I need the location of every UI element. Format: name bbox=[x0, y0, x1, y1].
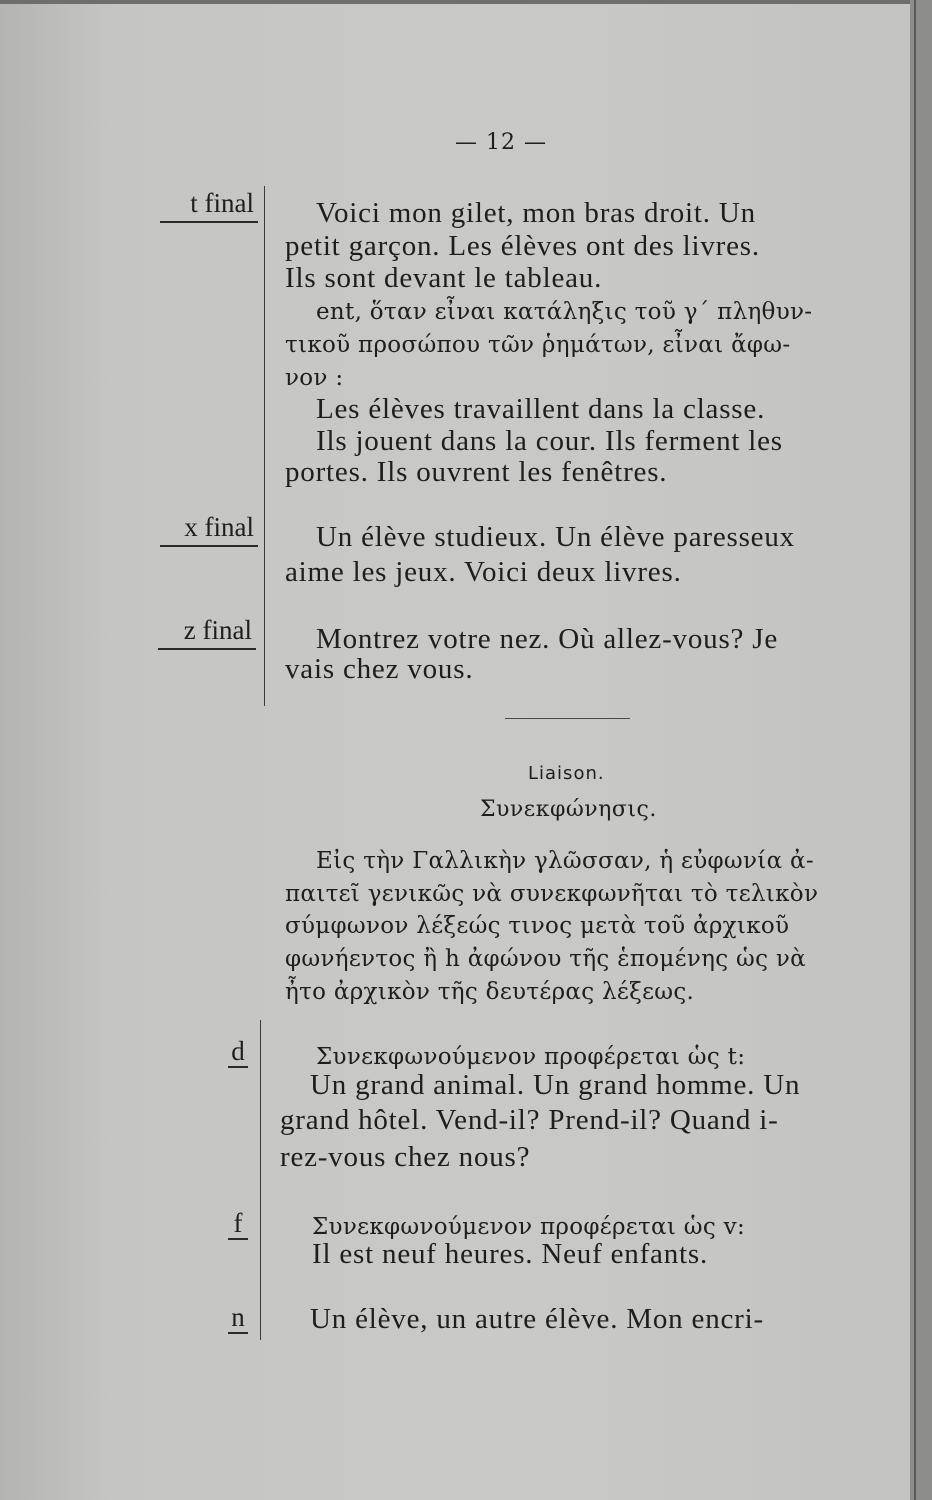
d-line-4: rez-vous chez nous? bbox=[280, 1141, 531, 1173]
liaison-intro-line-3: σύμφωνον λέξεώς τινος μετὰ τοῦ ἀρχικοῦ bbox=[285, 913, 790, 939]
x-line-1: Un élève studieux. Un élève paresseux bbox=[316, 521, 795, 553]
margin-label-n: n bbox=[228, 1302, 248, 1334]
liaison-greek-heading: Συνεκφώνησις. bbox=[480, 797, 657, 822]
n-line-1: Un élève, un autre élève. Mon encri- bbox=[310, 1303, 764, 1335]
liaison-intro-line-2: παιτεῖ γενικῶς νὰ συνεκφωνῆται τὸ τελικὸν bbox=[285, 881, 819, 907]
liaison-intro-line-5: ἦτο ἀρχικὸν τῆς δευτέρας λέξεως. bbox=[285, 979, 695, 1005]
liaison-intro-line-4: φωνήεντος ἢ h ἀφώνου τῆς ἑπομένης ὡς νὰ bbox=[285, 946, 806, 972]
margin-label-d: d bbox=[228, 1036, 248, 1068]
margin-divider-bottom bbox=[260, 1020, 261, 1340]
x-line-2: aime les jeux. Voici deux livres. bbox=[285, 556, 682, 588]
t-line-3: Ils sont devant le tableau. bbox=[285, 262, 603, 294]
f-line-2: Il est neuf heures. Neuf enfants. bbox=[312, 1238, 709, 1270]
z-line-1: Montrez votre nez. Où allez-vous? Je bbox=[316, 623, 779, 655]
d-line-2: Un grand animal. Un grand homme. Un bbox=[310, 1069, 801, 1101]
d-line-1: Συνεκφωνούμενον προφέρεται ὡς t: bbox=[316, 1044, 746, 1070]
z-line-2: vais chez vous. bbox=[285, 653, 474, 685]
t-line-7: Les élèves travaillent dans la classe. bbox=[316, 393, 766, 425]
t-line-2: petit garçon. Les élèves ont des livres. bbox=[285, 230, 760, 262]
d-line-3: grand hôtel. Vend-il? Prend-il? Quand i- bbox=[280, 1104, 779, 1136]
t-line-6: νον : bbox=[285, 365, 344, 391]
liaison-intro-line-1: Εἰς τὴν Γαλλικὴν γλῶσσαν, ἡ εὐφωνία ἀ- bbox=[316, 848, 814, 874]
t-line-5: τικοῦ προσώπου τῶν ῥημάτων, εἶναι ἄφω- bbox=[285, 332, 791, 358]
section-divider-rule bbox=[505, 718, 630, 719]
t-line-8: Ils jouent dans la cour. Ils ferment les bbox=[316, 425, 783, 457]
margin-label-z-final: z final bbox=[158, 615, 256, 650]
t-line-4: ent, ὅταν εἶναι κατάληξις τοῦ γ΄ πληθυν- bbox=[316, 299, 813, 325]
margin-divider-top bbox=[264, 186, 265, 706]
liaison-heading: Liaison. bbox=[528, 763, 605, 784]
margin-label-f: f bbox=[228, 1208, 248, 1240]
t-line-9: portes. Ils ouvrent les fenêtres. bbox=[285, 456, 668, 488]
f-line-1: Συνεκφωνούμενον προφέρεται ὡς v: bbox=[312, 1214, 745, 1240]
margin-label-x-final: x final bbox=[160, 512, 258, 547]
t-line-1: Voici mon gilet, mon bras droit. Un bbox=[316, 197, 756, 229]
margin-label-t-final: t final bbox=[160, 188, 258, 223]
page-top-edge bbox=[0, 0, 910, 4]
next-page-edge bbox=[910, 0, 932, 1500]
page-number: — 12 — bbox=[455, 130, 547, 155]
